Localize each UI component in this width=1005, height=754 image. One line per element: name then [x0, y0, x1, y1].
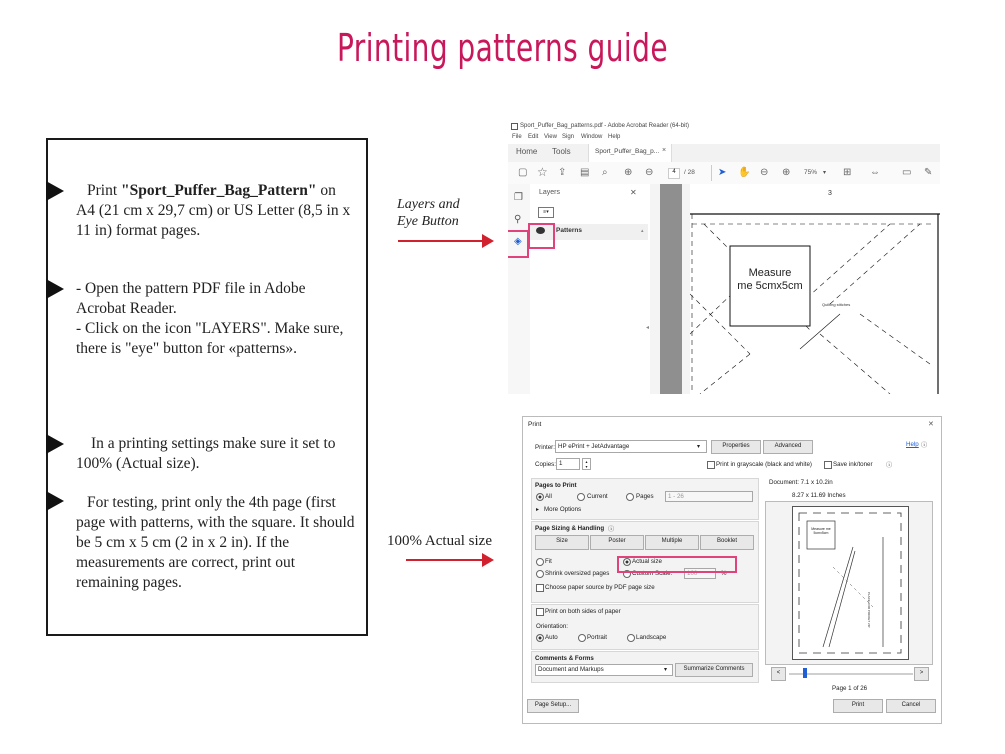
print-dialog — [522, 416, 942, 724]
next-page-button[interactable]: > — [914, 667, 929, 681]
pages-radio[interactable] — [626, 493, 634, 501]
save-ink-checkbox[interactable] — [824, 461, 832, 469]
copies-value: 1 — [559, 460, 563, 467]
instruction-open-pdf: - Open the pattern PDF file in Adobe Acrobat Reader. - Click on the icon "LAYERS". Make sure, there is "eye" button for «patterns». — [76, 280, 344, 357]
page-up-icon[interactable]: ⊕ — [624, 167, 633, 178]
page-number-input[interactable]: 4 — [668, 168, 680, 179]
tab-document-label: Sport_Puffer_Bag_p... — [595, 148, 660, 155]
close-dialog-icon[interactable]: ✕ — [928, 421, 934, 428]
document-view — [650, 184, 940, 394]
page-slider-thumb[interactable] — [803, 668, 807, 678]
actual-size-highlight — [617, 556, 737, 573]
pages-range-value: 1 - 26 — [668, 493, 684, 500]
multiple-button[interactable]: Multiple — [645, 535, 699, 550]
page-number-label: 3 — [828, 190, 832, 197]
navigation-sidebar — [508, 184, 531, 394]
both-sides-label: Print on both sides of paper — [545, 608, 621, 615]
square-label-line1: Measure — [748, 267, 792, 279]
pages-to-print-heading: Pages to Print — [535, 482, 577, 489]
grayscale-label: Print in grayscale (black and white) — [716, 461, 812, 468]
pages-panel-icon[interactable]: ❐ — [514, 192, 523, 203]
layers-button-highlight — [508, 230, 529, 258]
help-circle-icon[interactable]: ⓘ — [921, 442, 928, 449]
printer-label: Printer: — [535, 444, 555, 451]
copies-label: Copies: — [535, 461, 556, 468]
cursor-select-icon[interactable]: ➤ — [718, 167, 727, 178]
actual-size-label: Actual size — [632, 558, 662, 565]
previous-page-button[interactable]: < — [771, 667, 786, 681]
layer-name: Patterns — [556, 227, 583, 234]
comments-forms-heading: Comments & Forms — [535, 655, 594, 662]
page-down-icon[interactable]: ⊖ — [645, 167, 654, 178]
save-ink-label: Save ink/toner — [833, 461, 873, 468]
eye-button-highlight — [528, 223, 555, 249]
close-tab-icon[interactable]: × — [662, 147, 667, 154]
menu-sign[interactable]: Sign — [562, 134, 575, 140]
portrait-radio[interactable] — [578, 634, 586, 642]
comments-forms-section — [531, 651, 759, 683]
info-icon: ⓘ — [608, 526, 615, 533]
arrow-to-layers — [398, 240, 492, 242]
paper-size: 8.27 x 11.69 Inches — [792, 492, 846, 499]
poster-button[interactable]: Poster — [590, 535, 644, 550]
layers-icon[interactable]: ◈ — [514, 236, 522, 247]
fit-page-icon[interactable]: ⊞ — [843, 167, 852, 178]
tab-tools[interactable]: Tools — [552, 147, 571, 156]
previous-page-edge — [660, 184, 682, 394]
layer-options-icon[interactable]: ≡▾ — [538, 207, 554, 218]
pages-to-print-section — [531, 478, 759, 520]
page-of-label: Page 1 of 26 — [832, 685, 868, 692]
page-slider-track[interactable] — [789, 673, 913, 675]
current-label: Current — [587, 493, 608, 500]
comments-select-value: Document and Markups — [538, 666, 604, 673]
menu-window[interactable]: Window — [581, 134, 603, 140]
info-icon: ⓘ — [886, 462, 893, 469]
pdf-icon — [511, 123, 518, 130]
printer-select[interactable] — [555, 440, 707, 453]
fit-label: Fit — [545, 558, 552, 565]
acrobat-titlebar — [508, 120, 940, 144]
page-total: / 28 — [684, 169, 695, 176]
comment-icon[interactable]: ▭ — [902, 167, 912, 178]
acrobat-tabbar — [508, 144, 940, 163]
shrink-radio[interactable] — [536, 570, 544, 578]
booklet-button[interactable]: Booklet — [700, 535, 754, 550]
pages-label: Pages — [636, 493, 654, 500]
acrobat-toolbar — [508, 162, 940, 185]
page-sizing-heading: Page Sizing & Handling — [535, 525, 605, 532]
bullet-triangle-icon — [46, 491, 64, 511]
comments-select[interactable] — [535, 664, 673, 676]
print-icon[interactable]: ▤ — [580, 167, 590, 178]
print-button[interactable]: Print — [833, 699, 883, 713]
portrait-label: Portrait — [587, 634, 607, 641]
all-radio[interactable] — [536, 493, 544, 501]
bullet-triangle-icon — [46, 279, 64, 299]
collapse-panel-icon[interactable]: ◂ — [646, 325, 650, 331]
copies-stepper[interactable]: ▴ ▾ — [582, 458, 591, 470]
tab-home[interactable]: Home — [516, 147, 538, 156]
current-radio[interactable] — [577, 493, 585, 501]
help-link[interactable]: Help — [906, 441, 919, 448]
cancel-button[interactable]: Cancel — [886, 699, 936, 713]
summarize-comments-button[interactable]: Summarize Comments — [675, 663, 753, 677]
custom-scale-label: Custom Scale: — [632, 570, 673, 577]
pages-range-input[interactable] — [665, 491, 753, 502]
menu-view[interactable]: View — [544, 134, 557, 140]
instruction-print-settings: In a printing settings make sure it set to 100% (Actual size). — [76, 435, 336, 472]
orientation-section — [531, 604, 759, 650]
zoom-in-icon[interactable]: ⊕ — [782, 167, 791, 178]
landscape-radio[interactable] — [627, 634, 635, 642]
copies-input[interactable] — [556, 458, 580, 470]
both-sides-checkbox[interactable] — [536, 608, 544, 616]
square-label-line2: me 5cmx5cm — [737, 280, 803, 292]
auto-radio[interactable] — [536, 634, 544, 642]
hand-tool-icon[interactable]: ✋ — [738, 167, 751, 178]
auto-label: Auto — [545, 634, 558, 641]
orientation-label: Orientation: — [536, 623, 568, 630]
chevron-down-icon: ▾ — [664, 666, 668, 673]
page-setup-button[interactable]: Page Setup... — [527, 699, 579, 713]
size-button[interactable]: Size — [535, 535, 589, 550]
zoom-out-icon[interactable]: ⊖ — [760, 167, 769, 178]
fit-radio[interactable] — [536, 558, 544, 566]
pen-icon[interactable]: ✎ — [924, 167, 933, 178]
instruction-print-format: Print "Sport_Puffer_Bag_Pattern" on A4 (21 cm x 29,7 cm) or US Letter (8,5 in x 11 in) format pages. — [76, 182, 351, 239]
preview-square-label-2: 5cmx5cm — [813, 531, 829, 535]
paper-source-checkbox[interactable] — [536, 584, 544, 592]
preview-page — [792, 506, 909, 660]
bullet-triangle-icon — [46, 434, 64, 454]
save-icon[interactable]: ▢ — [518, 167, 528, 178]
grayscale-checkbox[interactable] — [707, 461, 715, 469]
document-size: Document: 7.1 x 10.2in — [769, 479, 833, 486]
actual-size-note: 100% Actual size — [387, 533, 492, 549]
landscape-label: Landscape — [636, 634, 667, 641]
arrow-to-print-dialog — [406, 559, 492, 561]
toolbar-divider — [711, 165, 712, 181]
paper-source-label: Choose paper source by PDF page size — [545, 584, 655, 591]
page-title: Printing patterns guide — [337, 26, 668, 70]
zoom-level[interactable]: 75% — [804, 169, 818, 176]
custom-scale-value: 100 — [687, 570, 698, 577]
layers-panel — [530, 184, 651, 394]
scroll-mode-icon[interactable]: ⇔ — [870, 167, 880, 178]
printer-value: HP ePrint + JetAdvantage — [558, 443, 630, 450]
chevron-down-icon[interactable]: ▾ — [823, 170, 827, 176]
quilting-label: Quilting stitches — [822, 302, 851, 307]
zoom-search-icon[interactable]: ⌕ — [602, 167, 608, 178]
properties-button[interactable]: Properties — [711, 440, 761, 454]
preview-square-label-1: Measure me — [811, 527, 831, 531]
instruction-test-print: For testing, print only the 4th page (first page with patterns, with the square. It should be 5 cm x 5 cm (2 in x 2 in). If the measurements are correct, print out remaining pages. — [76, 494, 355, 591]
scroll-up-icon[interactable]: ▴ — [641, 228, 644, 234]
acrobat-screenshot — [508, 120, 940, 394]
bullet-triangle-icon — [46, 181, 64, 201]
menu-help[interactable]: Help — [608, 134, 621, 140]
preview-vertical-label: PLACE FOR POCKET ZIP — [867, 592, 871, 628]
close-panel-icon[interactable]: ✕ — [630, 188, 637, 197]
shrink-label: Shrink oversized pages — [545, 570, 610, 577]
more-options-link[interactable]: More Options — [544, 506, 582, 513]
advanced-button[interactable]: Advanced — [763, 440, 813, 454]
pattern-drawing — [690, 184, 940, 394]
print-dialog-title: Print — [528, 421, 542, 428]
menu-file[interactable]: File — [512, 134, 522, 140]
upload-icon[interactable]: ⇪ — [558, 167, 567, 178]
menu-edit[interactable]: Edit — [528, 134, 539, 140]
expand-arrow-icon[interactable]: ▸ — [536, 506, 540, 513]
bookmark-star-icon[interactable]: ☆ — [537, 165, 548, 179]
tab-document[interactable] — [588, 144, 672, 162]
layers-note: Layers and Eye Button — [397, 197, 460, 229]
all-label: All — [545, 493, 552, 500]
pdf-page — [690, 184, 940, 394]
attachment-icon[interactable]: ⚲ — [514, 214, 522, 225]
print-preview — [765, 501, 933, 665]
window-title: Sport_Puffer_Bag_patterns.pdf - Adobe Acrobat Reader (64-bit) — [520, 123, 689, 129]
percent-label: % — [721, 570, 727, 577]
layers-panel-title: Layers — [539, 189, 561, 196]
chevron-down-icon: ▾ — [697, 443, 701, 450]
